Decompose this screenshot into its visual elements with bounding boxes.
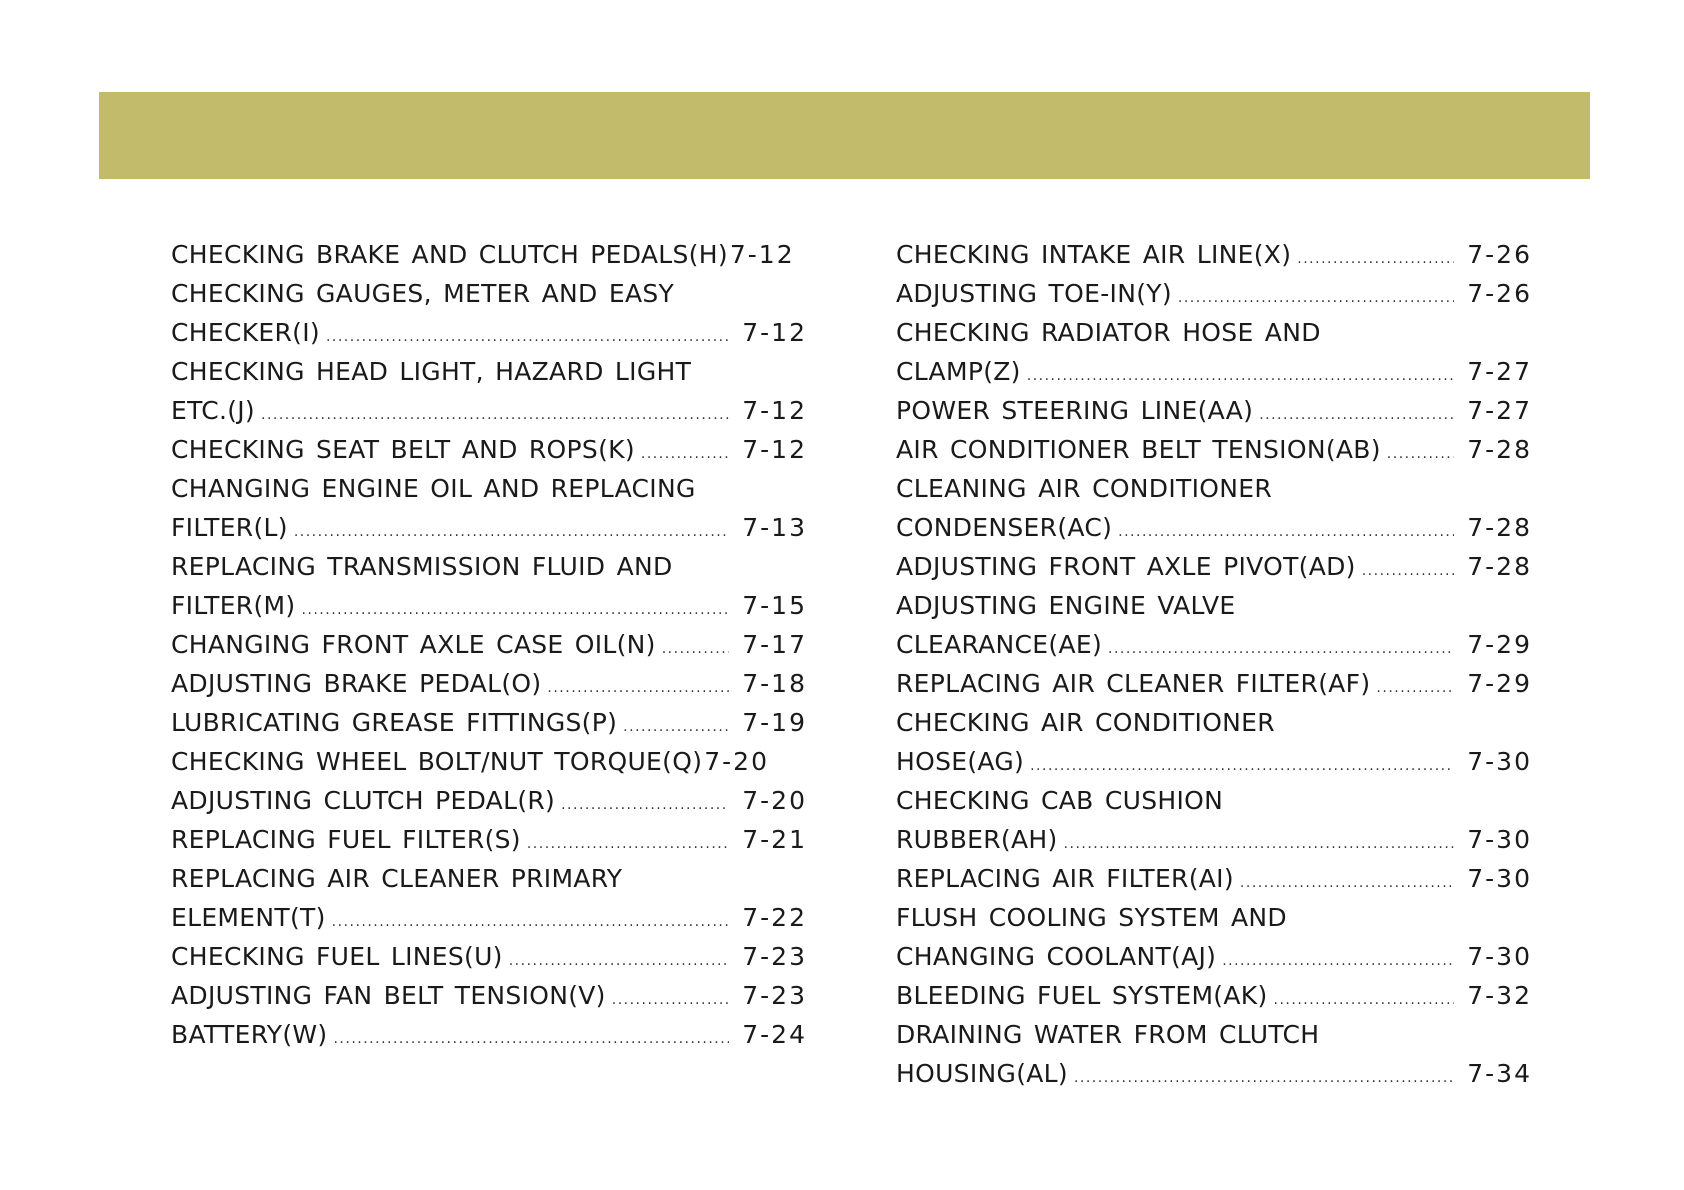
toc-entry-title: CHECKING FUEL LINES(U) [171,942,503,971]
toc-page-number: 7-30 [1467,747,1532,776]
toc-page-number: 7-12 [742,435,807,464]
toc-entry-title: CHECKING BRAKE AND CLUTCH PEDALS(H) [171,240,728,269]
toc-entry [896,1054,1532,1093]
toc-entry [171,430,807,469]
toc-entry [171,586,807,625]
dot-leader [333,1020,729,1059]
toc-entry-title: AIR CONDITIONER BELT TENSION(AB) [896,435,1381,464]
toc-entry-title: DRAINING WATER FROM CLUTCH [896,1020,1320,1049]
toc-entry-title: CHECKING GAUGES, METER AND EASY [171,279,675,308]
toc-entry-title: BATTERY(W) [171,1020,328,1049]
toc-entry-title-line [896,703,1532,742]
toc-entry-title: HOSE(AG) [896,747,1025,776]
toc-entry-title-line [896,586,1532,625]
toc-page-number: 7-21 [742,825,807,854]
toc-entry-title-line [171,547,807,586]
toc-page-number: 7-27 [1467,396,1532,425]
toc-entry [896,664,1532,703]
toc-right-column [896,235,1532,1093]
toc-entry-title-line [171,274,807,313]
toc-entry-title-line [896,1015,1532,1054]
toc-entry [896,274,1532,313]
toc-entry-title: CHANGING ENGINE OIL AND REPLACING [171,474,696,503]
toc-entry-title: REPLACING AIR CLEANER PRIMARY [171,864,623,893]
toc-page-number: 7-34 [1467,1059,1532,1088]
toc-entry-title: REPLACING FUEL FILTER(S) [171,825,521,854]
toc-left-column [171,235,807,1054]
toc-page-number: 7-15 [742,591,807,620]
toc-entry-title: CHECKING WHEEL BOLT/NUT TORQUE(Q) [171,747,703,776]
toc-entry-title: CHECKING RADIATOR HOSE AND [896,318,1321,347]
toc-entry-title: ADJUSTING CLUTCH PEDAL(R) [171,786,556,815]
toc-page-number: 7-12 [742,318,807,347]
toc-entry-title: ADJUSTING ENGINE VALVE [896,591,1236,620]
toc-entry [171,742,807,781]
toc-entry-title: ADJUSTING FAN BELT TENSION(V) [171,981,606,1010]
toc-page-number: 7-12 [742,396,807,425]
toc-entry [171,820,807,859]
toc-entry [896,508,1532,547]
toc-page-number: 7-23 [742,942,807,971]
toc-page-number: 7-27 [1467,357,1532,386]
toc-entry [896,625,1532,664]
toc-page-number: 7-29 [1467,630,1532,659]
toc-entry-title: ADJUSTING TOE-IN(Y) [896,279,1172,308]
toc-entry [896,430,1532,469]
toc-entry-title: ELEMENT(T) [171,903,326,932]
toc-page-number: 7-24 [742,1020,807,1049]
toc-entry-title: FILTER(L) [171,513,288,542]
toc-page-number: 7-28 [1467,552,1532,581]
toc-entry [896,742,1532,781]
toc-entry [171,313,807,352]
toc-entry-title: CHECKING HEAD LIGHT, HAZARD LIGHT [171,357,692,386]
toc-entry-title: ADJUSTING FRONT AXLE PIVOT(AD) [896,552,1356,581]
toc-page-number: 7-30 [1467,942,1532,971]
toc-entry-title: CHECKING AIR CONDITIONER [896,708,1275,737]
toc-entry [171,976,807,1015]
toc-page-number: 7-32 [1467,981,1532,1010]
toc-page-number: 7-19 [742,708,807,737]
toc-page-number: 7-28 [1467,435,1532,464]
toc-entry [171,898,807,937]
toc-page-number: 7-23 [742,981,807,1010]
toc-entry-title: CHANGING COOLANT(AJ) [896,942,1217,971]
toc-page-number: 7-12 [729,240,795,269]
toc-entry-title: REPLACING TRANSMISSION FLUID AND [171,552,673,581]
toc-entry-title-line [171,469,807,508]
toc-entry-title-line [171,859,807,898]
toc-page-number: 7-17 [742,630,807,659]
toc-page-number: 7-20 [742,786,807,815]
toc-entry [171,937,807,976]
header-band [99,92,1590,179]
toc-entry [171,235,807,274]
toc-entry [171,664,807,703]
toc-entry-title-line [896,898,1532,937]
toc-entry [171,391,807,430]
toc-entry-title: FLUSH COOLING SYSTEM AND [896,903,1287,932]
toc-entry-title: CHECKING SEAT BELT AND ROPS(K) [171,435,635,464]
toc-entry-title: CHECKING CAB CUSHION [896,786,1224,815]
toc-entry [896,391,1532,430]
toc-entry [896,820,1532,859]
toc-entry-title: RUBBER(AH) [896,825,1058,854]
toc-entry-title: REPLACING AIR FILTER(AI) [896,864,1234,893]
toc-entry-title-line [896,469,1532,508]
toc-page-number: 7-26 [1467,279,1532,308]
toc-entry-title: POWER STEERING LINE(AA) [896,396,1254,425]
toc-entry-title: FILTER(M) [171,591,296,620]
toc-entry [896,352,1532,391]
toc-entry-title: CHANGING FRONT AXLE CASE OIL(N) [171,630,656,659]
toc-entry [171,625,807,664]
toc-page-number: 7-28 [1467,513,1532,542]
toc-entry-title: LUBRICATING GREASE FITTINGS(P) [171,708,618,737]
toc-entry-title: REPLACING AIR CLEANER FILTER(AF) [896,669,1371,698]
toc-entry-title: ETC.(J) [171,396,255,425]
toc-entry-title: CLAMP(Z) [896,357,1021,386]
toc-entry [896,547,1532,586]
toc-entry-title-line [896,313,1532,352]
toc-entry [171,781,807,820]
toc-page-number: 7-26 [1467,240,1532,269]
toc-entry-title: CHECKING INTAKE AIR LINE(X) [896,240,1292,269]
toc-entry [896,235,1532,274]
toc-entry-title: HOUSING(AL) [896,1059,1068,1088]
toc-entry [896,976,1532,1015]
toc-page-number: 7-29 [1467,669,1532,698]
toc-page-number: 7-22 [742,903,807,932]
toc-entry-title: BLEEDING FUEL SYSTEM(AK) [896,981,1268,1010]
dot-leader [1074,1059,1454,1098]
toc-page-number: 7-20 [704,747,769,776]
toc-page-number: 7-30 [1467,825,1532,854]
toc-entry-title: CLEARANCE(AE) [896,630,1102,659]
toc-entry-title: CONDENSER(AC) [896,513,1113,542]
toc-entry [896,937,1532,976]
toc-entry [171,508,807,547]
toc-entry [896,859,1532,898]
toc-page-number: 7-13 [742,513,807,542]
toc-entry [171,703,807,742]
toc-entry-title-line [171,352,807,391]
toc-entry-title-line [896,781,1532,820]
toc-entry-title: ADJUSTING BRAKE PEDAL(O) [171,669,542,698]
toc-page-number: 7-30 [1467,864,1532,893]
toc-entry-title: CLEANING AIR CONDITIONER [896,474,1273,503]
toc-entry [171,1015,807,1054]
toc-page-number: 7-18 [742,669,807,698]
toc-entry-title: CHECKER(I) [171,318,320,347]
